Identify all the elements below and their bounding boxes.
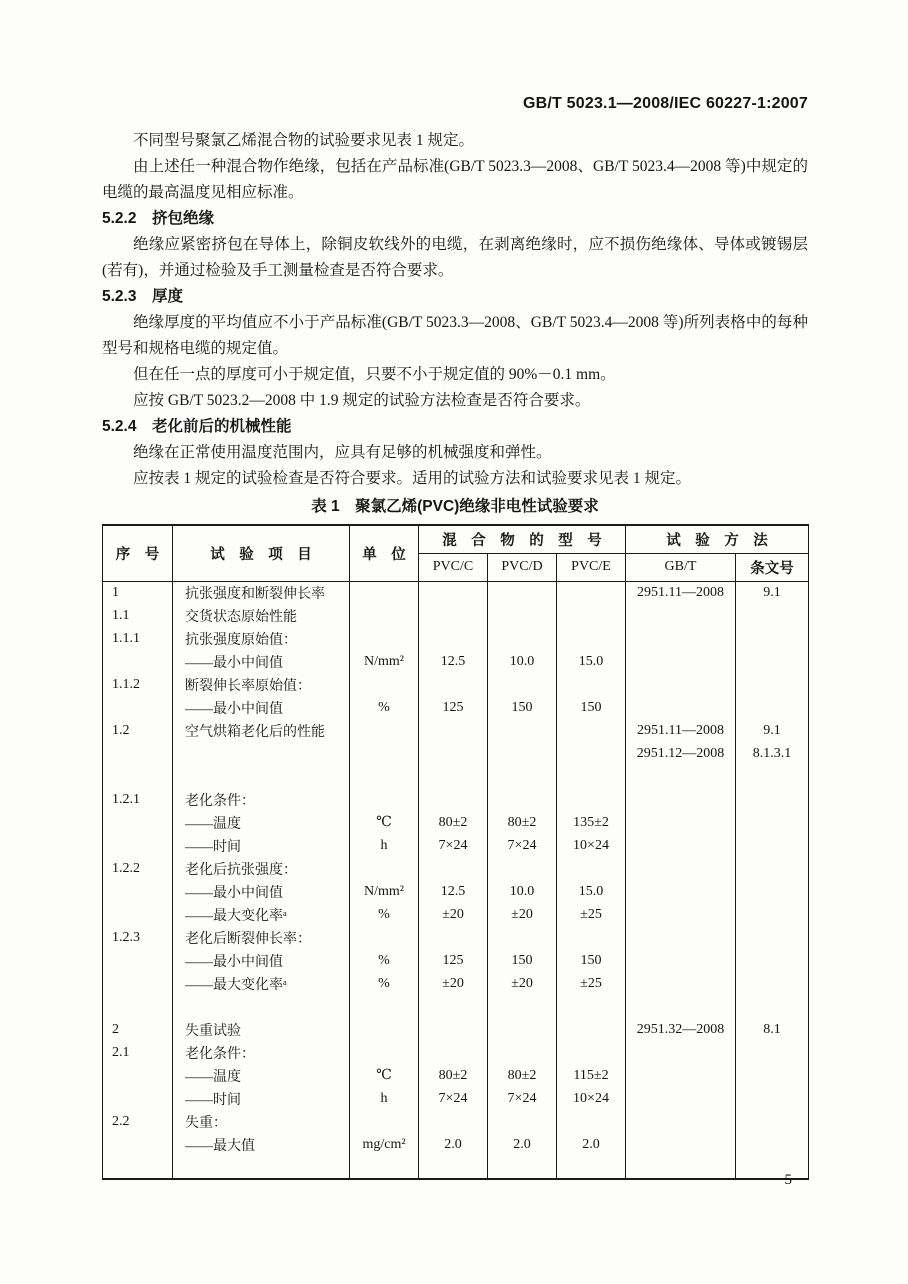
cell-no: 1.1.2	[103, 673, 173, 696]
cell-unit	[350, 1041, 419, 1064]
cell-no	[103, 765, 173, 788]
column-header-gbt: GB/T	[626, 553, 736, 581]
cell-c	[419, 1041, 488, 1064]
cell-e: 2.0	[557, 1133, 626, 1156]
cell-e	[557, 673, 626, 696]
cell-article	[736, 1110, 809, 1133]
table-row	[103, 1087, 809, 1110]
cell-gbt	[626, 880, 736, 903]
paragraph: 绝缘厚度的平均值应不小于产品标准(GB/T 5023.3—2008、GB/T 5023.4—2008 等)所列表格中的每种型号和规格电缆的规定值。	[102, 314, 808, 357]
cell-article	[736, 1156, 809, 1179]
cell-item: ——最大变化率ᵃ	[173, 972, 350, 995]
cell-item: ——温度	[173, 811, 350, 834]
cell-e	[557, 1156, 626, 1179]
cell-e: 10×24	[557, 834, 626, 857]
column-header-pvc-d: PVC/D	[488, 553, 557, 581]
cell-no: 2.2	[103, 1110, 173, 1133]
cell-d: 10.0	[488, 880, 557, 903]
cell-no: 2	[103, 1018, 173, 1041]
table-row	[103, 742, 809, 765]
cell-d	[488, 1041, 557, 1064]
cell-no	[103, 949, 173, 972]
cell-item	[173, 1156, 350, 1179]
cell-item: ——最小中间值	[173, 650, 350, 673]
cell-item	[173, 765, 350, 788]
table-row	[103, 857, 809, 880]
cell-d: 80±2	[488, 811, 557, 834]
cell-article	[736, 949, 809, 972]
cell-no: 1.2	[103, 719, 173, 742]
cell-no	[103, 1064, 173, 1087]
cell-d	[488, 627, 557, 650]
table-row	[103, 972, 809, 995]
cell-article	[736, 811, 809, 834]
cell-gbt	[626, 673, 736, 696]
cell-unit: %	[350, 903, 419, 926]
cell-item: 交货状态原始性能	[173, 604, 350, 627]
cell-article	[736, 903, 809, 926]
cell-gbt: 2951.12—2008	[626, 742, 736, 765]
cell-article	[736, 1133, 809, 1156]
cell-unit: %	[350, 949, 419, 972]
cell-gbt	[626, 926, 736, 949]
cell-item: 失重试验	[173, 1018, 350, 1041]
cell-e	[557, 1110, 626, 1133]
table-row	[103, 834, 809, 857]
column-header-article: 条文号	[736, 553, 809, 581]
cell-no	[103, 811, 173, 834]
cell-gbt	[626, 1087, 736, 1110]
cell-d	[488, 765, 557, 788]
column-group-test-method: 试 验 方 法	[626, 525, 809, 553]
cell-e	[557, 1018, 626, 1041]
test-requirements-table	[102, 524, 809, 1180]
cell-unit: h	[350, 1087, 419, 1110]
cell-gbt	[626, 765, 736, 788]
cell-c	[419, 1110, 488, 1133]
cell-c	[419, 742, 488, 765]
cell-c: 80±2	[419, 1064, 488, 1087]
cell-article	[736, 673, 809, 696]
table-body	[103, 581, 809, 1179]
table-row	[103, 949, 809, 972]
cell-article	[736, 604, 809, 627]
cell-item: ——时间	[173, 1087, 350, 1110]
cell-no: 2.1	[103, 1041, 173, 1064]
cell-item: 老化条件：	[173, 1041, 350, 1064]
paragraph: 不同型号聚氯乙烯混合物的试验要求见表 1 规定。	[133, 132, 475, 149]
cell-e: ±25	[557, 903, 626, 926]
cell-item	[173, 742, 350, 765]
cell-c	[419, 627, 488, 650]
cell-e: 135±2	[557, 811, 626, 834]
cell-c	[419, 581, 488, 604]
cell-no	[103, 972, 173, 995]
cell-c	[419, 604, 488, 627]
cell-unit	[350, 1018, 419, 1041]
cell-no	[103, 1156, 173, 1179]
cell-gbt	[626, 972, 736, 995]
cell-unit	[350, 857, 419, 880]
table-row	[103, 995, 809, 1018]
cell-d: 7×24	[488, 1087, 557, 1110]
cell-e: 15.0	[557, 880, 626, 903]
cell-c	[419, 673, 488, 696]
cell-d	[488, 995, 557, 1018]
cell-gbt	[626, 1110, 736, 1133]
cell-e	[557, 742, 626, 765]
cell-gbt	[626, 949, 736, 972]
cell-unit	[350, 719, 419, 742]
table-row	[103, 696, 809, 719]
cell-d	[488, 857, 557, 880]
cell-c	[419, 857, 488, 880]
table-row	[103, 1018, 809, 1041]
cell-c: 7×24	[419, 1087, 488, 1110]
cell-d	[488, 1018, 557, 1041]
cell-item: ——温度	[173, 1064, 350, 1087]
table-row	[103, 650, 809, 673]
table-row	[103, 811, 809, 834]
cell-d	[488, 581, 557, 604]
cell-d	[488, 604, 557, 627]
cell-d	[488, 719, 557, 742]
cell-gbt	[626, 604, 736, 627]
cell-item: 抗张强度原始值：	[173, 627, 350, 650]
cell-gbt: 2951.11—2008	[626, 581, 736, 604]
paragraph: 应按表 1 规定的试验检查是否符合要求。适用的试验方法和试验要求见表 1 规定。	[133, 470, 692, 487]
cell-e	[557, 926, 626, 949]
cell-no	[103, 995, 173, 1018]
cell-c: 12.5	[419, 880, 488, 903]
cell-d: 10.0	[488, 650, 557, 673]
cell-c: 2.0	[419, 1133, 488, 1156]
cell-unit	[350, 1156, 419, 1179]
cell-unit	[350, 926, 419, 949]
table-row	[103, 880, 809, 903]
cell-unit	[350, 581, 419, 604]
table-row	[103, 1156, 809, 1179]
cell-item: ——最小中间值	[173, 949, 350, 972]
cell-article	[736, 788, 809, 811]
cell-item: ——最小中间值	[173, 880, 350, 903]
cell-gbt	[626, 1064, 736, 1087]
cell-gbt	[626, 627, 736, 650]
cell-c: ±20	[419, 972, 488, 995]
cell-unit: %	[350, 696, 419, 719]
cell-article: 8.1.3.1	[736, 742, 809, 765]
cell-article: 8.1	[736, 1018, 809, 1041]
cell-article	[736, 834, 809, 857]
cell-c: 80±2	[419, 811, 488, 834]
cell-gbt	[626, 857, 736, 880]
cell-article: 9.1	[736, 581, 809, 604]
cell-item: 断裂伸长率原始值：	[173, 673, 350, 696]
cell-unit: mg/cm²	[350, 1133, 419, 1156]
cell-no: 1.2.2	[103, 857, 173, 880]
cell-item: 老化后抗张强度：	[173, 857, 350, 880]
cell-unit: N/mm²	[350, 880, 419, 903]
cell-item: 失重：	[173, 1110, 350, 1133]
cell-article	[736, 696, 809, 719]
cell-unit	[350, 765, 419, 788]
cell-unit	[350, 673, 419, 696]
cell-article	[736, 627, 809, 650]
cell-e	[557, 719, 626, 742]
cell-e	[557, 788, 626, 811]
cell-c	[419, 926, 488, 949]
cell-item: ——最大变化率ᵃ	[173, 903, 350, 926]
table-row	[103, 604, 809, 627]
cell-gbt: 2951.11—2008	[626, 719, 736, 742]
section-heading: 5.2.2 挤包绝缘	[102, 210, 214, 227]
cell-no	[103, 1087, 173, 1110]
cell-gbt	[626, 696, 736, 719]
cell-e	[557, 581, 626, 604]
table-row	[103, 903, 809, 926]
cell-article	[736, 1064, 809, 1087]
cell-no: 1.2.3	[103, 926, 173, 949]
table-header	[103, 525, 809, 581]
standard-number-header: GB/T 5023.1—2008/IEC 60227-1:2007	[523, 95, 808, 112]
cell-item: 老化条件：	[173, 788, 350, 811]
cell-d	[488, 926, 557, 949]
cell-d: 7×24	[488, 834, 557, 857]
cell-c	[419, 1018, 488, 1041]
cell-d: 2.0	[488, 1133, 557, 1156]
cell-d	[488, 742, 557, 765]
cell-no: 1.2.1	[103, 788, 173, 811]
cell-e: 150	[557, 696, 626, 719]
cell-article	[736, 857, 809, 880]
table-row	[103, 765, 809, 788]
table-row	[103, 926, 809, 949]
cell-gbt	[626, 1041, 736, 1064]
table-row	[103, 673, 809, 696]
cell-gbt	[626, 834, 736, 857]
section-heading: 5.2.3 厚度	[102, 288, 183, 305]
table-row	[103, 1041, 809, 1064]
cell-no	[103, 1133, 173, 1156]
cell-article	[736, 995, 809, 1018]
cell-unit: %	[350, 972, 419, 995]
paragraph: 绝缘在正常使用温度范围内，应具有足够的机械强度和弹性。	[133, 444, 552, 461]
cell-c: 125	[419, 696, 488, 719]
cell-gbt	[626, 811, 736, 834]
cell-article	[736, 880, 809, 903]
cell-no: 1.1.1	[103, 627, 173, 650]
table-row	[103, 1110, 809, 1133]
cell-c	[419, 788, 488, 811]
paragraph: 应按 GB/T 5023.2—2008 中 1.9 规定的试验方法检查是否符合要求。	[133, 392, 591, 409]
table-row	[103, 1133, 809, 1156]
cell-article	[736, 765, 809, 788]
cell-no	[103, 880, 173, 903]
column-header-unit: 单 位	[350, 525, 419, 581]
cell-c: ±20	[419, 903, 488, 926]
cell-c: 7×24	[419, 834, 488, 857]
cell-c	[419, 995, 488, 1018]
cell-c: 12.5	[419, 650, 488, 673]
document-body	[102, 128, 808, 492]
cell-d	[488, 673, 557, 696]
cell-no	[103, 742, 173, 765]
cell-d	[488, 1156, 557, 1179]
cell-unit	[350, 788, 419, 811]
cell-c: 125	[419, 949, 488, 972]
cell-gbt	[626, 1156, 736, 1179]
cell-unit: ℃	[350, 811, 419, 834]
column-header-pvc-e: PVC/E	[557, 553, 626, 581]
cell-unit	[350, 1110, 419, 1133]
cell-unit	[350, 995, 419, 1018]
cell-unit	[350, 627, 419, 650]
cell-gbt: 2951.32—2008	[626, 1018, 736, 1041]
cell-unit: ℃	[350, 1064, 419, 1087]
cell-article	[736, 650, 809, 673]
cell-item: ——最大值	[173, 1133, 350, 1156]
cell-gbt	[626, 903, 736, 926]
cell-no	[103, 903, 173, 926]
cell-d: 150	[488, 949, 557, 972]
cell-no	[103, 650, 173, 673]
cell-no	[103, 696, 173, 719]
table-row	[103, 788, 809, 811]
cell-e	[557, 857, 626, 880]
column-header-no: 序 号	[103, 525, 173, 581]
cell-item: ——最小中间值	[173, 696, 350, 719]
column-group-mixture-type: 混 合 物 的 型 号	[419, 525, 626, 553]
cell-c	[419, 1156, 488, 1179]
page-number: 5	[784, 1172, 792, 1188]
cell-c	[419, 765, 488, 788]
cell-d	[488, 1110, 557, 1133]
column-header-pvc-c: PVC/C	[419, 553, 488, 581]
column-header-item: 试 验 项 目	[173, 525, 350, 581]
cell-item: 抗张强度和断裂伸长率	[173, 581, 350, 604]
cell-article: 9.1	[736, 719, 809, 742]
table-row	[103, 581, 809, 604]
cell-e: 150	[557, 949, 626, 972]
cell-item	[173, 995, 350, 1018]
cell-e: 15.0	[557, 650, 626, 673]
paragraph: 但在任一点的厚度可小于规定值，只要不小于规定值的 90%－0.1 mm。	[133, 366, 616, 383]
table-row	[103, 1064, 809, 1087]
cell-gbt	[626, 1133, 736, 1156]
section-heading: 5.2.4 老化前后的机械性能	[102, 418, 292, 435]
cell-d: ±20	[488, 903, 557, 926]
cell-c	[419, 719, 488, 742]
cell-article	[736, 972, 809, 995]
cell-no: 1	[103, 581, 173, 604]
table-row	[103, 627, 809, 650]
cell-gbt	[626, 995, 736, 1018]
cell-item: 空气烘箱老化后的性能	[173, 719, 350, 742]
cell-no: 1.1	[103, 604, 173, 627]
cell-e	[557, 765, 626, 788]
cell-item: ——时间	[173, 834, 350, 857]
cell-e	[557, 1041, 626, 1064]
cell-e: 115±2	[557, 1064, 626, 1087]
cell-item: 老化后断裂伸长率：	[173, 926, 350, 949]
paragraph: 由上述任一种混合物作绝缘，包括在产品标准(GB/T 5023.3—2008、GB/T 5023.4—2008 等)中规定的电缆的最高温度见相应标准。	[102, 158, 808, 201]
cell-d: 80±2	[488, 1064, 557, 1087]
cell-e: 10×24	[557, 1087, 626, 1110]
cell-article	[736, 1041, 809, 1064]
cell-unit	[350, 742, 419, 765]
cell-article	[736, 926, 809, 949]
table-row	[103, 719, 809, 742]
cell-gbt	[626, 650, 736, 673]
table-title: 表 1 聚氯乙烯(PVC)绝缘非电性试验要求	[311, 498, 599, 515]
cell-article	[736, 1087, 809, 1110]
cell-unit: N/mm²	[350, 650, 419, 673]
paragraph: 绝缘应紧密挤包在导体上，除铜皮软线外的电缆，在剥离绝缘时，应不损伤绝缘体、导体或镀锡层(若有)，并通过检验及手工测量检查是否符合要求。	[102, 236, 808, 279]
table-header-row-groups	[103, 525, 809, 553]
cell-d: ±20	[488, 972, 557, 995]
cell-e: ±25	[557, 972, 626, 995]
cell-unit: h	[350, 834, 419, 857]
cell-e	[557, 995, 626, 1018]
cell-e	[557, 627, 626, 650]
cell-d	[488, 788, 557, 811]
cell-no	[103, 834, 173, 857]
cell-d: 150	[488, 696, 557, 719]
cell-gbt	[626, 788, 736, 811]
cell-unit	[350, 604, 419, 627]
cell-e	[557, 604, 626, 627]
